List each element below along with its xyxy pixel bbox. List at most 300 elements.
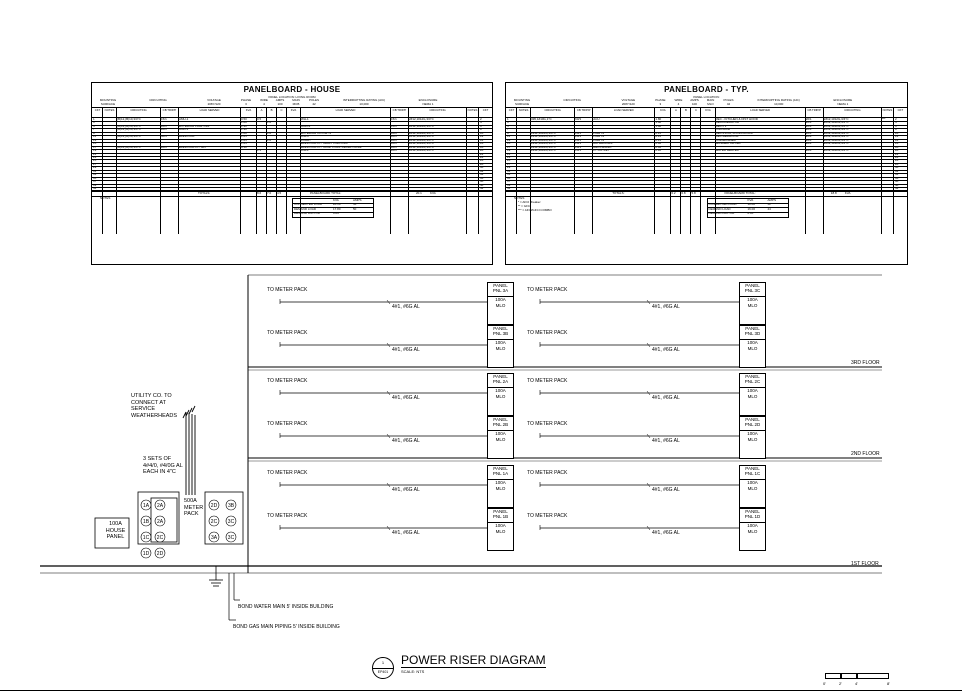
circuit-number: 42: [480, 186, 484, 190]
summary-amps: 56: [353, 202, 357, 207]
panel-header-value: MCB: [292, 102, 300, 106]
row-load: REC-PLUG, LIVING ROOM: [715, 130, 753, 135]
row-load: ELEVATOR PIT GFI: [179, 144, 206, 149]
meter-label: 1D: [142, 550, 150, 557]
row-breaker: 20/1: [575, 141, 581, 146]
panel-box-rating: MLO: [747, 485, 758, 491]
panel-box-rating: MLO: [747, 345, 758, 351]
circuit-number: 7: [507, 127, 509, 132]
panel-header-label: VOLTAGE: [621, 98, 636, 102]
circuit-number: 34: [894, 172, 899, 177]
summary-amps: 50: [353, 206, 357, 211]
summary-amps: 44: [767, 206, 771, 211]
panel-box-label: PNL 3B: [492, 331, 509, 337]
summary-label: DEMAND LOAD: [708, 206, 731, 211]
row-circuiting: 2#12,1#12G,3/4"C: [409, 144, 434, 149]
panel-box-rating: 100A: [747, 388, 758, 394]
row-circuiting: (B)12,(B)10,3/4"C: [117, 144, 141, 149]
panel-header-value: 42: [312, 102, 316, 106]
row-notes: ***: [881, 117, 886, 121]
feed-label: TO METER PACK: [527, 470, 568, 476]
summary-head: AMPS: [767, 198, 777, 203]
circuit-number: 8: [894, 127, 897, 132]
panel-pnl-2b: [487, 416, 514, 459]
row-kva: 1.65: [241, 141, 247, 146]
meter-label: 2C: [156, 534, 164, 541]
panel-box-label: PANEL: [745, 326, 760, 331]
row-load: ACU: [593, 117, 600, 121]
panel-box-rating: 100A: [747, 523, 758, 529]
row-phase-a: 1.1: [257, 148, 262, 153]
circuit-number: 11: [93, 134, 97, 139]
circuit-number: 18: [894, 144, 899, 149]
circuit-number: 25: [507, 158, 511, 163]
column-header: CKT: [94, 108, 101, 112]
sheet-border: [0, 690, 962, 691]
total-phase-a: 6.2: [671, 191, 676, 196]
circuit-number: 7: [93, 127, 95, 132]
total-phase-b: 7.0: [267, 191, 272, 196]
circuit-number: 30: [894, 165, 899, 170]
column-header: CIRCUITING: [130, 108, 147, 112]
row-breaker: 30/3: [161, 134, 167, 139]
row-load: WATER HEATER: [715, 148, 739, 153]
column-header: LOAD SERVED: [335, 108, 356, 112]
circuit-number: 28: [480, 161, 484, 166]
row-breaker: 20/1: [391, 130, 397, 135]
column-header: NOTES: [882, 108, 893, 112]
panel-box-rating: 100A: [495, 523, 506, 529]
row-breaker: 15/1: [391, 117, 397, 121]
column-header: LOAD SERVED: [750, 108, 771, 112]
column-header: LOAD SERVED: [199, 108, 220, 112]
diagram-scale: SCALE: NTS: [401, 669, 425, 674]
circuit-number: 29: [507, 165, 511, 170]
panel-box-rating: 100A: [495, 340, 506, 346]
circuit-number: 23: [93, 154, 97, 159]
summary-label: CONNECTED LOAD: [708, 202, 737, 207]
column-header: C: [280, 108, 283, 112]
circuit-number: 39: [507, 182, 511, 187]
feed-label: TO METER PACK: [267, 378, 308, 384]
circuit-number: 39: [93, 182, 97, 187]
wire-size-label: 4#1, #6G AL: [652, 530, 680, 536]
row-notes: ***: [881, 123, 886, 128]
notes-label: NOTES: [100, 196, 111, 201]
circuit-number: 38: [894, 179, 899, 184]
circuit-number: 9: [93, 130, 95, 135]
summary-label: DEMAND LOAD: [294, 206, 317, 211]
column-header: C: [694, 108, 697, 112]
utility-note-line: WEATHERHEADS: [131, 412, 178, 419]
row-kva: 1.30: [241, 127, 247, 132]
row-load: AMU-1: [179, 117, 189, 121]
panel-pnl-2a: [487, 373, 514, 416]
meter-label: 2A: [156, 518, 164, 525]
feed-label: TO METER PACK: [527, 287, 568, 293]
meter-label: 2D: [156, 550, 164, 557]
panel-pnl-1a: [487, 465, 514, 508]
row-circuiting: 2#12,1#12G,3/4"C: [409, 123, 434, 128]
circuit-number: 25: [93, 158, 97, 163]
panel-total-unit: KVA: [844, 191, 851, 196]
row-breaker: 20/1: [391, 137, 397, 142]
scale-bar-label: 8': [887, 681, 890, 686]
circuit-number: 40: [894, 182, 899, 187]
panel-box-rating: MLO: [495, 302, 506, 308]
meter-label: 2C: [210, 518, 218, 525]
circuit-number: 13: [507, 137, 511, 142]
circuit-number: 35: [93, 175, 97, 180]
panel-pnl-3b: [487, 325, 514, 368]
summary-head: AMPS: [353, 198, 362, 203]
feed-label: TO METER PACK: [527, 513, 568, 519]
panel-header-value: 208Y/120: [207, 102, 221, 106]
row-load: BATHROOMS: [593, 141, 613, 146]
row-load: FT OUTLET: [593, 148, 610, 153]
panel-header-label: POLES: [308, 98, 319, 102]
panel-box-rating: MLO: [747, 393, 758, 399]
column-header: CKT: [508, 108, 515, 112]
meter-pack-note: [184, 498, 203, 518]
meter-label: 2A: [156, 502, 164, 509]
row-kva: 0.15: [655, 130, 662, 135]
row-circuiting: 2#12,1#12G,3/4"C: [409, 137, 434, 142]
utility-note-line: CONNECT AT: [131, 399, 166, 406]
row-load: FURNACE: [715, 127, 731, 132]
panel-box-label: PNL 2A: [492, 379, 509, 385]
row-kva: 1.80: [655, 123, 662, 128]
circuit-number: 27: [93, 161, 97, 166]
panel-box-rating: MLO: [495, 345, 506, 351]
row-circuiting: 2#12,1#12G,3/4"C: [823, 141, 849, 146]
panel-box-rating: 100A: [495, 480, 506, 486]
panel-header-label: VOLTAGE: [207, 98, 221, 102]
circuit-number: 6: [894, 123, 897, 128]
row-load: ELEVATOR PIT SHAFT LIGHTING: [301, 141, 348, 146]
panel-header-label: POLES: [723, 98, 734, 102]
meter-label: 2D: [210, 502, 218, 509]
bond-water-note: BOND WATER MAIN 5' INSIDE BUILDING: [238, 604, 334, 610]
row-load: LIGHTS: [593, 137, 605, 142]
meter-pack-note-line: PACK: [184, 511, 199, 517]
panel-header-value: 100: [277, 102, 283, 106]
circuit-number: 26: [894, 158, 899, 163]
circuit-number: 27: [507, 161, 511, 166]
row-circuiting: 2#12,1#12G,3/4"C: [531, 148, 556, 153]
total-phase-a: 8.6: [257, 191, 262, 196]
wire-size-label: 4#1, #6G AL: [392, 395, 420, 401]
row-breaker: 20/1: [575, 148, 581, 153]
circuit-number: 12: [894, 134, 899, 139]
row-circuiting: 2#12,1#12G,3/4"C: [823, 148, 849, 153]
summary-kva: 16.00: [747, 206, 756, 211]
row-kva: 0.15: [655, 134, 662, 139]
column-header: LOAD SERVED: [613, 108, 634, 112]
circuit-number: 20: [480, 148, 484, 153]
row-notes: **: [517, 148, 520, 153]
row-breaker: 20/1: [161, 123, 167, 128]
circuit-number: 30: [480, 165, 484, 170]
panel-box-rating: 100A: [747, 297, 758, 303]
circuit-number: 18: [480, 144, 484, 149]
panel-header-label: MOUNTING: [99, 98, 117, 102]
row-breaker: 20/1: [805, 120, 812, 125]
panel-box-rating: 100A: [747, 340, 758, 346]
column-header: B: [684, 108, 687, 112]
wire-size-label: 4#1, #6G AL: [392, 530, 420, 536]
typ-panel-title: PANELBOARD - TYP.: [664, 85, 749, 94]
panel-header-value: 3: [245, 102, 247, 106]
row-breaker: 20/1: [391, 148, 397, 153]
circuit-number: 33: [507, 172, 511, 177]
summary-kva: 0.89: [333, 211, 339, 216]
panel-header-label: WIRE: [260, 98, 268, 102]
row-load: EXTERIOR OUTLETS: [301, 130, 332, 135]
circuit-number: 33: [93, 172, 97, 177]
circuit-number: 5: [507, 123, 509, 128]
row-kva: 1.65: [241, 137, 247, 142]
house-panel-note-line: PANEL: [106, 534, 125, 540]
panel-box-rating: MLO: [747, 302, 758, 308]
circuit-number: 17: [93, 144, 97, 149]
row-kva: 0.18: [241, 144, 247, 149]
column-header: NOTES: [104, 108, 115, 112]
circuit-number: 22: [480, 151, 484, 156]
meter-label: 3B: [227, 502, 235, 509]
summary-kva: 20.10: [333, 202, 341, 207]
circuit-number: 31: [507, 168, 511, 173]
circuit-number: 4: [480, 120, 482, 125]
row-notes: **: [881, 141, 885, 146]
column-header: KVA: [705, 108, 711, 112]
row-circuiting: 2#12,1#12G,3/4"C: [823, 123, 849, 128]
column-header: KVA: [660, 108, 666, 112]
panel-header-label: PHASE: [240, 98, 252, 102]
row-breaker: 20/1: [575, 134, 581, 139]
panel-header-label: INTERRUPTING RATING (AIC): [342, 98, 386, 102]
feed-label: TO METER PACK: [267, 330, 308, 336]
wire-size-label: 4#1, #6G AL: [392, 347, 420, 353]
circuit-number: 6: [480, 123, 482, 128]
meter-label: 3A: [210, 534, 218, 541]
bond-gas-note: BOND GAS MAIN PIPING 5' INSIDE BUILDING: [233, 624, 340, 630]
feed-label: TO METER PACK: [527, 421, 568, 427]
column-header: NOTES: [467, 108, 478, 112]
row-load: REC-TV: [715, 123, 727, 128]
utility-note-line: SERVICE: [131, 406, 156, 412]
row-load: LOBBY: [301, 137, 312, 142]
summary-kva: 0.85: [747, 211, 754, 216]
panel-header-value: MLO: [707, 102, 714, 106]
row-load: AMU-1: [179, 127, 189, 132]
summary-kva: 17.80: [333, 206, 341, 211]
row-load: REC-ISLAND: [593, 144, 612, 149]
circuit-number: 10: [894, 130, 899, 135]
panel-box-label: PNL 3C: [744, 288, 761, 294]
row-kva: 0.36: [655, 144, 662, 149]
panel-pnl-3a: [487, 282, 514, 325]
circuit-number: 26: [480, 158, 484, 163]
row-kva: 1.80: [655, 120, 662, 125]
panel-box-label: PANEL: [745, 374, 760, 379]
circuit-number: 24: [480, 154, 484, 159]
row-notes: ***: [881, 137, 886, 142]
panel-header-value: 10,000: [359, 102, 369, 106]
row-notes: *: [517, 134, 519, 139]
row-kva: 1.00: [241, 130, 247, 135]
circuit-number: 5: [93, 123, 95, 128]
circuit-number: 4: [894, 120, 897, 125]
feed-label: TO METER PACK: [527, 330, 568, 336]
column-header: NOTES: [518, 108, 529, 112]
column-header: CB TRIP/P: [162, 108, 177, 112]
panel-pnl-3d: [739, 325, 766, 368]
floor-label-1st: 1ST FLOOR: [851, 561, 879, 567]
row-notes: *: [517, 130, 519, 135]
panel-box-label: PNL 1D: [744, 514, 761, 520]
panel-header-label: CIRCUITING: [563, 98, 581, 102]
circuit-number: 14: [480, 137, 484, 142]
row-kva: 0.50: [241, 117, 247, 121]
circuit-number: 14: [894, 137, 899, 142]
circuit-number: 36: [894, 175, 899, 180]
column-header: CIRCUITING: [844, 108, 861, 112]
row-circuiting: 2#12,1#12G,3/4"C: [823, 127, 849, 132]
typ-panel-location: PANEL LOCATION:: [693, 95, 720, 99]
column-header: KVA: [245, 108, 252, 112]
panel-box-rating: 100A: [495, 388, 506, 394]
panel-total-label: PANELBOARD TOTAL:: [724, 191, 756, 196]
feed-label: TO METER PACK: [267, 470, 308, 476]
circuit-number: 2: [480, 117, 482, 121]
row-notes: ***: [881, 120, 886, 125]
circuit-number: 22: [894, 151, 899, 156]
column-header: CKT: [482, 108, 489, 112]
panel-box-label: PNL 1B: [492, 514, 509, 520]
row-phase-a: 0.5: [257, 117, 262, 121]
row-breaker: 20/1: [575, 130, 581, 135]
row-load: REC-BEDROOM: [715, 134, 739, 139]
row-phase-b: 1.0: [267, 120, 272, 125]
circuit-number: 38: [480, 179, 484, 184]
weatherhead: [189, 408, 192, 414]
utility-note-line: UTILITY CO. TO: [131, 393, 172, 399]
circuit-number: 32: [894, 168, 899, 173]
row-circuiting: 2#12,1#12G,3/4"C: [409, 117, 434, 121]
row-circuiting: 2#12,1#12G,3/4"C: [409, 148, 434, 153]
wire-size-label: 4#1, #6G AL: [652, 395, 680, 401]
panel-header-label: AMPS: [275, 98, 285, 102]
wire-size-label: 4#1, #6G AL: [392, 438, 420, 444]
row-kva: 0.36: [655, 141, 662, 146]
circuit-number: 37: [93, 179, 97, 184]
circuit-number: 16: [480, 141, 484, 146]
panel-total-label: PANELBOARD TOTAL:: [310, 191, 342, 196]
summary-label: DEMAND FACTOR: [294, 211, 320, 216]
row-circuiting: 2#12,1#12G,3/4"C: [409, 130, 434, 135]
panel-box-label: PANEL: [493, 466, 508, 471]
panel-header-label: MAIN: [292, 98, 300, 102]
panel-header-value: 10,000: [774, 102, 784, 106]
row-breaker: 20/1: [805, 134, 812, 139]
circuit-number: 8: [480, 127, 482, 132]
panel-header-label: INTERRUPTING RATING (AIC): [757, 98, 800, 102]
row-kva: 0.15: [655, 137, 662, 142]
circuit-number: 32: [480, 168, 484, 173]
panel-pnl-3c: [739, 282, 766, 325]
panel-box-label: PNL 3D: [744, 331, 761, 337]
panel-box-label: PNL 1A: [492, 471, 509, 477]
scale-bar-label: 0': [823, 681, 826, 686]
meter-label: 1B: [142, 518, 150, 525]
circuit-number: 31: [93, 168, 97, 173]
panel-box-rating: MLO: [747, 528, 758, 534]
panel-header-value: NEMA 1: [837, 102, 849, 106]
total-phase-c: 5.8: [691, 191, 696, 196]
row-load: WASHER/ DRYER: [715, 141, 741, 146]
column-header: CB TRIP/P: [392, 108, 407, 112]
circuit-number: 12: [480, 134, 484, 139]
column-header: CIRCUITING: [429, 108, 446, 112]
panel-box-rating: MLO: [747, 436, 758, 442]
row-breaker: 20/1: [805, 148, 812, 153]
notes-label: NOTES: [514, 196, 525, 201]
row-breaker: 15/1: [391, 123, 397, 128]
panel-box-label: PANEL: [493, 326, 508, 331]
panel-header-label: MAIN: [706, 98, 715, 102]
row-circuiting: (B)12,(B)10,3/4"C: [117, 134, 141, 139]
panel-header-value: 4: [677, 102, 680, 106]
panel-box-label: PANEL: [493, 283, 508, 288]
wire-size-label: 4#1, #6G AL: [652, 347, 680, 353]
circuit-number: 11: [507, 134, 511, 139]
circuit-number: 21: [507, 151, 511, 156]
row-circuiting: (B)12,(B)10,3/4"C: [117, 127, 141, 132]
row-circuiting: 2#12,1#12G,3/4"C: [823, 130, 849, 135]
meter-pack-note-line: 500A: [184, 498, 197, 504]
circuit-number: 19: [93, 148, 97, 153]
row-load: WH-2: [301, 148, 309, 153]
row-breaker: 20/1: [575, 144, 581, 149]
row-circuiting: 2#12,1#12G,3/4"C: [409, 141, 434, 146]
column-header: CIRCUITING: [544, 108, 561, 112]
circuit-number: 15: [93, 141, 97, 146]
circuit-number: 3: [507, 120, 509, 125]
row-notes: *: [881, 130, 884, 135]
note-line: *** = AFCI/GFCI COMBO: [518, 207, 552, 212]
circuit-number: 1: [507, 117, 509, 121]
row-circuiting: 2#12,1#12G,3/4"C: [823, 117, 849, 121]
row-breaker: 20/1: [805, 141, 812, 146]
feed-label: TO METER PACK: [267, 513, 308, 519]
panel-box-label: PANEL: [493, 509, 508, 514]
circuit-number: 16: [894, 141, 899, 146]
circuit-number: 13: [93, 137, 97, 142]
wire-size-label: 4#1, #6G AL: [652, 304, 680, 310]
row-kva: 1.80: [655, 117, 662, 121]
panel-total: 20.1: [416, 191, 422, 196]
circuit-number: 23: [507, 154, 511, 159]
row-circuiting: 2#12,1#12G,3/4"C: [823, 134, 849, 139]
panel-box-rating: 100A: [747, 480, 758, 486]
circuit-number: 20: [894, 148, 899, 153]
scale-bar: [825, 673, 889, 679]
row-breaker: 20/1: [391, 144, 397, 149]
panel-box-label: PANEL: [493, 417, 508, 422]
service-note-line: EACH IN 4"C: [143, 469, 176, 475]
row-load: WH-1: [301, 117, 309, 121]
